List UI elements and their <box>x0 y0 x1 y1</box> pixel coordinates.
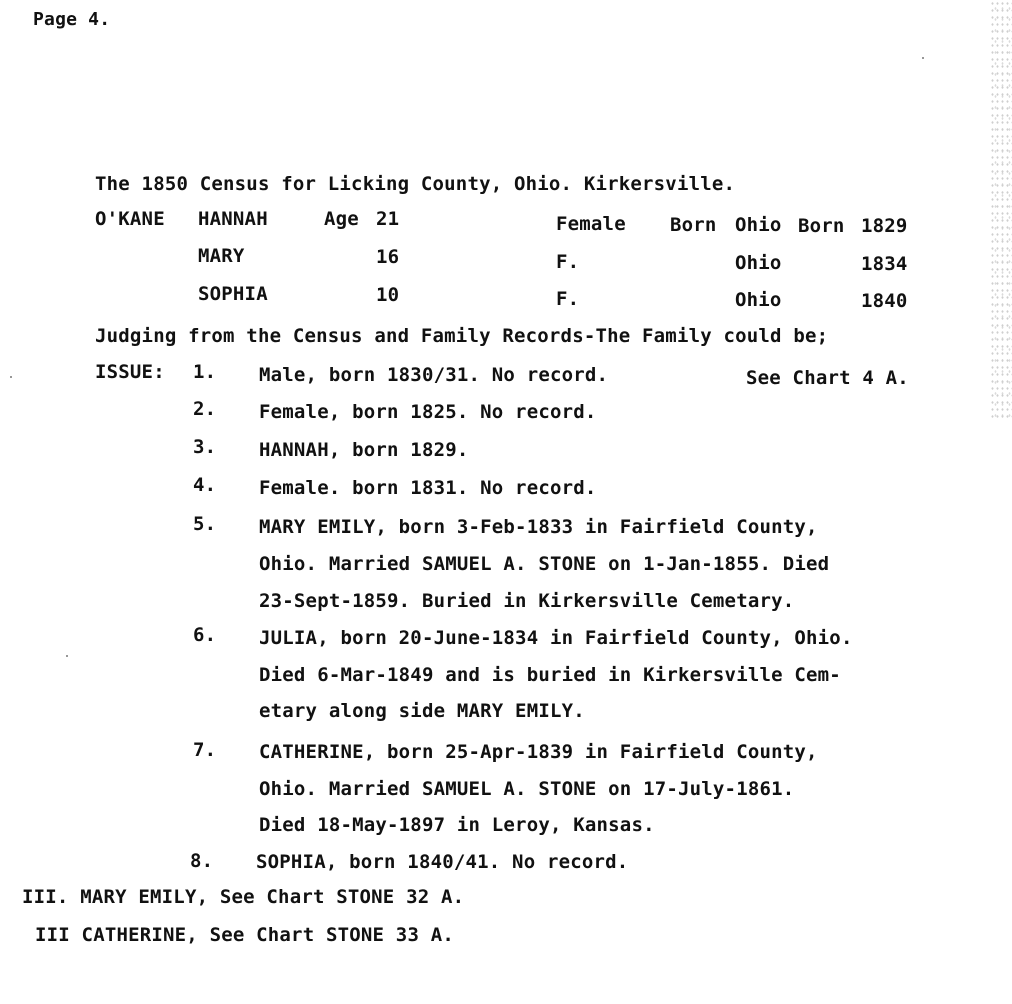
census-born-year: 1840 <box>861 290 908 312</box>
census-name: MARY <box>198 245 245 267</box>
issue-line: 23-Sept-1859. Buried in Kirkersville Cemetary. <box>259 590 795 612</box>
census-age: 16 <box>376 246 400 268</box>
census-sex: F. <box>556 251 580 273</box>
census-born-year-label: Born <box>798 215 845 237</box>
chart-reference: III CATHERINE, See Chart STONE 33 A. <box>35 924 455 946</box>
census-born-year: 1829 <box>861 215 908 237</box>
issue-number: 5. <box>193 513 217 535</box>
issue-number: 6. <box>193 624 217 646</box>
scan-speck <box>10 376 12 378</box>
issue-line: Female. born 1831. No record. <box>259 477 597 499</box>
census-name: HANNAH <box>198 208 268 230</box>
issue-line: etary along side MARY EMILY. <box>259 700 585 722</box>
census-born-year: 1834 <box>861 253 908 275</box>
issue-number: 4. <box>193 474 217 496</box>
issue-line: SOPHIA, born 1840/41. No record. <box>256 851 629 873</box>
census-heading: The 1850 Census for Licking County, Ohio. Kirkersville. <box>95 173 736 195</box>
census-born-place: Ohio <box>735 214 782 236</box>
census-age: 21 <box>376 208 400 230</box>
page-label: Page 4. <box>33 9 111 30</box>
issue-line: Ohio. Married SAMUEL A. STONE on 17-July-1861. <box>259 778 795 800</box>
issue-line: Male, born 1830/31. No record. <box>259 364 609 386</box>
census-name: SOPHIA <box>198 283 268 305</box>
issue-line: MARY EMILY, born 3-Feb-1833 in Fairfield County, <box>259 516 818 538</box>
judging-line: Judging from the Census and Family Records-The Family could be; <box>95 325 829 347</box>
issue-line: Ohio. Married SAMUEL A. STONE on 1-Jan-1855. Died <box>259 553 830 575</box>
issue-line: Died 6-Mar-1849 and is buried in Kirkersville Cem- <box>259 664 841 686</box>
issue-line: HANNAH, born 1829. <box>259 439 469 461</box>
census-born-label: Born <box>670 214 717 236</box>
issue-see-chart: See Chart 4 A. <box>746 367 909 389</box>
issue-number: 2. <box>193 398 217 420</box>
issue-label: ISSUE: <box>95 361 165 383</box>
census-born-place: Ohio <box>735 289 782 311</box>
issue-line: Female, born 1825. No record. <box>259 401 597 423</box>
census-born-place: Ohio <box>735 252 782 274</box>
issue-number: 3. <box>193 436 217 458</box>
scan-speck <box>66 655 68 657</box>
scan-speck <box>922 57 924 59</box>
census-age-label: Age <box>324 208 359 230</box>
chart-reference: III. MARY EMILY, See Chart STONE 32 A. <box>22 886 465 908</box>
census-age: 10 <box>376 284 400 306</box>
scan-edge-noise <box>990 0 1012 420</box>
issue-number: 8. <box>190 850 214 872</box>
census-sex: Female <box>556 213 626 235</box>
census-surname: O'KANE <box>95 208 165 230</box>
issue-number: 1. <box>193 361 217 383</box>
census-sex: F. <box>556 288 580 310</box>
issue-line: CATHERINE, born 25-Apr-1839 in Fairfield County, <box>259 741 818 763</box>
issue-line: Died 18-May-1897 in Leroy, Kansas. <box>259 814 655 836</box>
issue-line: JULIA, born 20-June-1834 in Fairfield County, Ohio. <box>259 627 853 649</box>
issue-number: 7. <box>193 739 217 761</box>
